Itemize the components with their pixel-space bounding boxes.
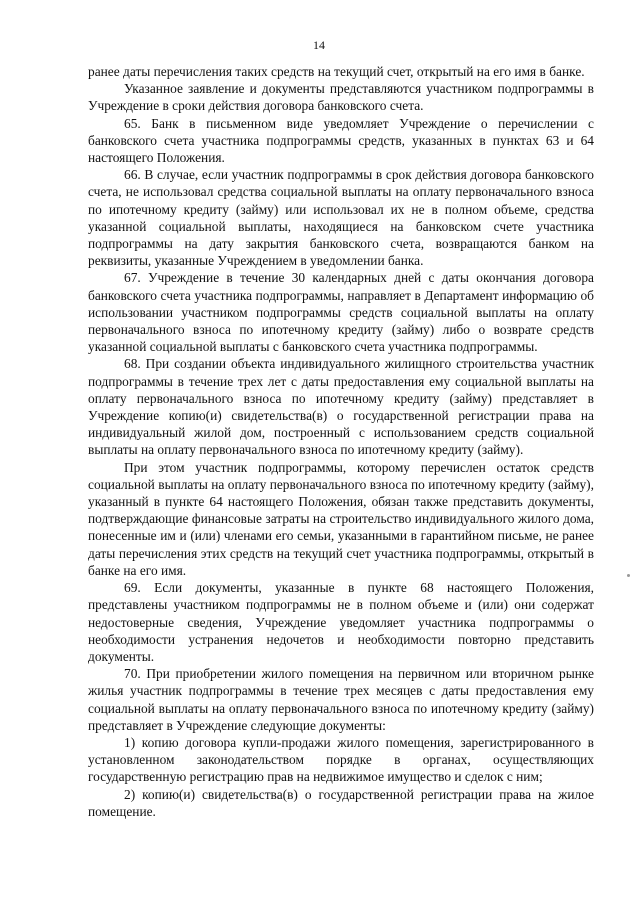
scan-speck [627,574,630,577]
paragraph-70-item-2: 2) копию(и) свидетельства(в) о государственной регистрации права на жилое помещение. [88,786,594,819]
paragraph-68-continued: При этом участник подпрограммы, которому перечислен остаток средств социальной выплаты на оплату первоначального взноса по ипотечному кредиту (займу), указанный в пункте 64 настоящего Положения, обязан также представить документы, подтверждающие финансовые затраты на строительство индивидуального жилого дома, понесенные им и (или) членами его семьи, указанными в гарантийном письме, не ранее даты перечисления этих средств на текущий счет участника подпрограммы, открытый в банке на его имя. [88,459,594,578]
paragraph-continuation: ранее даты перечисления таких средств на текущий счет, открытый на его имя в банке. [88,64,585,79]
paragraph-statement: Указанное заявление и документы представляются участником подпрограммы в Учреждение в сроки действия договора банковского счета. [88,81,594,114]
paragraph-66: 66. В случае, если участник подпрограммы в срок действия договора банковского счета, не использовал средства социальной выплаты на оплату первоначального взноса по ипотечному кредиту (займу) или использовал их не в полном объеме, средства указанной социальной выплаты, находящиеся на банковском счете участника подпрограммы на дату закрытия банковского счета, возвращаются банком на реквизиты, указанные Учреждением в уведомлении банка. [88,167,594,269]
page-number: 14 [313,38,325,52]
paragraph-70-item-1: 1) копию договора купли-продажи жилого помещения, зарегистрированного в установленном законодательством порядке в органах, осуществляющих государственную регистрацию прав на недвижимое имущество и сделок с ним; [88,734,594,785]
paragraph-67: 67. Учреждение в течение 30 календарных дней с даты окончания договора банковского счета участника подпрограммы, направляет в Департамент информацию об использовании участником подпрограммы средств социальной выплаты на оплату первоначального взноса по ипотечному кредиту (займу) либо о возврате средств указанной социальной выплаты с банковского счета участника подпрограммы. [88,270,594,355]
paragraph-70: 70. При приобретении жилого помещения на первичном или вторичном рынке жилья участник подпрограммы в течение трех месяцев с даты предоставления ему социальной выплаты на оплату первоначального взноса по ипотечному кредиту (займу) представляет в Учреждение следующие документы: [88,666,594,733]
paragraph-65: 65. Банк в письменном виде уведомляет Учреждение о перечислении с банковского счета участника подпрограммы средств, указанных в пунктах 63 и 64 настоящего Положения. [88,115,594,166]
paragraph-68: 68. При создании объекта индивидуального жилищного строительства участник подпрограммы в течение трех лет с даты предоставления ему социальной выплаты на оплату первоначального взноса по ипотечному кредиту (займу) представляет в Учреждение копию(и) свидетельства(в) о государственной регистрации права на индивидуальный жилой дом, построенный с использованием средств социальной выплаты на оплату первоначального взноса по ипотечному кредиту (займу). [88,356,594,458]
paragraph-69: 69. Если документы, указанные в пункте 68 настоящего Положения, представлены участником подпрограммы не в полном объеме и (или) они содержат недостоверные сведения, Учреждение уведомляет участника подпрограммы о необходимости устранения недочетов и необходимости повторно представить документы. [88,580,594,664]
